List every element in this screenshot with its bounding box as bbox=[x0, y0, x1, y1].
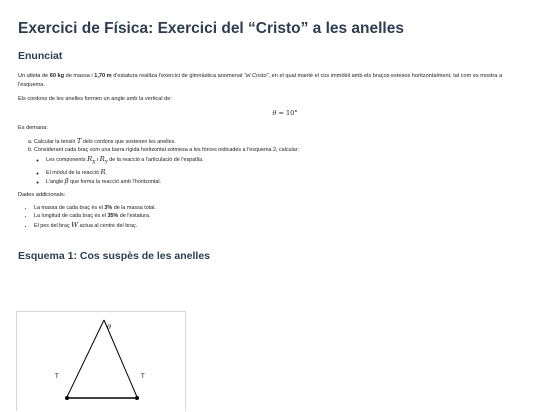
intro-text-3: d'estatura realitza l'exercici de gimnàstica anomenat bbox=[111, 73, 245, 79]
intro-paragraph bbox=[18, 72, 522, 89]
sub-1-text-2: de la reacció a l'articulació de l'espatlla. bbox=[107, 156, 204, 163]
rx-subscript: X bbox=[92, 160, 96, 166]
section-heading-esquema-1: Esquema 1: Cos suspès de les anelles bbox=[18, 250, 211, 263]
theta-symbol: θ bbox=[272, 108, 277, 117]
beta-symbol: β bbox=[64, 176, 69, 185]
sub-2-text-1: El mòdul de la reacció bbox=[46, 169, 101, 176]
r-symbol: R bbox=[100, 167, 106, 176]
left-tension-label: T bbox=[55, 374, 59, 380]
cordons-paragraph: Els cordons de les anelles formen un angle amb la vertical de: bbox=[18, 96, 172, 102]
dada-massa-brac bbox=[34, 204, 522, 212]
tension-symbol: T bbox=[76, 137, 82, 145]
subquestion-angle bbox=[46, 177, 522, 186]
weight-symbol: W bbox=[71, 220, 79, 229]
question-b bbox=[34, 146, 522, 186]
left-cord-line bbox=[67, 320, 104, 397]
dada-3-text-2: actua al centre del braç. bbox=[78, 222, 138, 229]
formula-value: = 10° bbox=[276, 108, 298, 117]
questions-list bbox=[18, 137, 522, 186]
sub-3-text-1: L'angle bbox=[46, 178, 65, 185]
dades-paragraph: Dades addicionals: bbox=[18, 192, 66, 199]
dades-list bbox=[18, 204, 522, 230]
apex-angle-label: θ bbox=[107, 323, 111, 331]
subquestion-components bbox=[46, 155, 522, 168]
question-b-sublist bbox=[34, 155, 522, 187]
height-value: 1,70 m bbox=[94, 73, 112, 79]
question-b-text: Considerant cada braç com una barra rígida horitzontal sotmesa a les forces indicades a l'esquema 2, calcular: bbox=[34, 147, 300, 154]
dada-2-text-1: La longitud de cada braç és el bbox=[34, 213, 108, 220]
sub-1-text-1: Les components bbox=[46, 156, 88, 163]
ry-letter: R bbox=[99, 154, 105, 163]
dada-pes-brac bbox=[34, 221, 522, 230]
right-ring-dot bbox=[135, 396, 139, 400]
dada-2-text-2: de l'estatura. bbox=[118, 213, 151, 220]
question-a bbox=[34, 137, 522, 146]
subquestion-modul bbox=[46, 168, 522, 177]
dada-1-text-2: de la massa total. bbox=[112, 204, 156, 211]
right-cord-line bbox=[104, 320, 137, 397]
sub-2-text-2: . bbox=[105, 169, 108, 176]
sub-1-and: i bbox=[95, 156, 100, 163]
question-a-text-1: Calcular la tensió bbox=[34, 139, 77, 145]
esquema-1-diagram bbox=[16, 311, 186, 411]
suspension-diagram bbox=[17, 312, 187, 412]
question-a-text-2: dels cordons que sostenen les anelles. bbox=[81, 139, 176, 145]
exercise-name: "el Cristo" bbox=[244, 73, 269, 79]
right-tension-label: T bbox=[141, 374, 145, 380]
mass-value: 60 kg bbox=[49, 73, 65, 79]
dada-2-value: 35% bbox=[107, 213, 119, 220]
rx-letter: R bbox=[87, 154, 93, 163]
dada-1-text-1: La massa de cada braç és el bbox=[34, 204, 105, 211]
angle-formula bbox=[18, 109, 522, 118]
left-ring-dot bbox=[65, 396, 69, 400]
ry-subscript: Y bbox=[104, 160, 108, 166]
demana-paragraph: Es demana: bbox=[18, 124, 48, 131]
dada-1-value: 3% bbox=[104, 204, 113, 211]
ry-symbol bbox=[99, 154, 108, 166]
intro-text-2: de massa i bbox=[64, 73, 95, 79]
intro-text-1: Un atleta de bbox=[18, 73, 50, 79]
intro-text-4: , en el qual manté el cos immòbil amb els braços estesos horitzontalment, tal com es mostra a l'esquema. bbox=[18, 73, 503, 88]
dada-longitud-brac bbox=[34, 212, 522, 220]
dada-3-text-1: El pes del braç bbox=[34, 222, 72, 229]
page-title: Exercici de Física: Exercici del “Cristo” a les anelles bbox=[18, 20, 404, 37]
sub-3-text-2: que forma la reacció amb l'horitzontal. bbox=[68, 178, 162, 185]
section-heading-enunciat: Enunciat bbox=[18, 50, 63, 62]
